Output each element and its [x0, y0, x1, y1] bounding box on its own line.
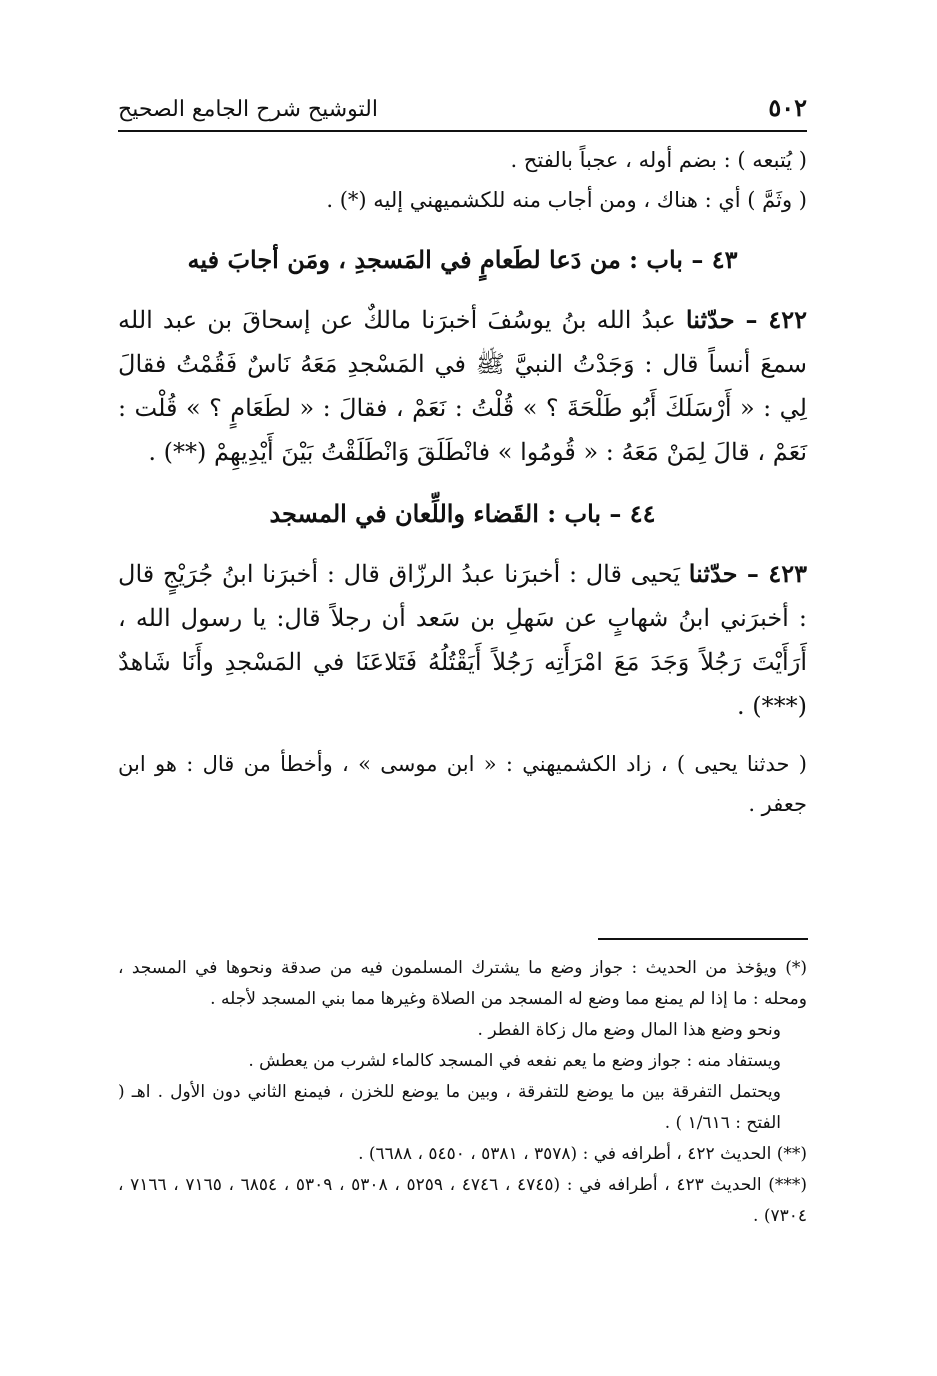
- hadith-paragraph: [118, 552, 807, 728]
- hadith-paragraph: [118, 298, 807, 474]
- hadith-number: ٤٢٢ – حدّثنا: [685, 305, 807, 334]
- footnote: (***) الحديث ٤٢٣ ، أطرافه في : (٤٧٤٥ ، ٤٧٤٦ ، ٥٢٥٩ ، ٥٣٠٨ ، ٥٣٠٩ ، ٦٨٥٤ ، ٧١٦٥ ، ٧١٦٦ ، ٧٣٠٤) .: [118, 1175, 807, 1226]
- hadith-text: عبدُ الله بنُ يوسُفَ أخبرَنا مالكٌ عن إسحاقَ بن عبد الله سمعَ أنساً قال : وَجَدْتُ النبيَّ ﷺ في المَسْجدِ مَعَهُ نَاسٌ فَقُمْتُ فقالَ لِي : « أَرْسَلَكَ أَبُو طَلْحَةَ ؟ » قُلْتُ : نَعَمْ ، فقالَ : « لطَعَامٍ ؟ » قُلْت : نَعَمْ ، قالَ لِمَنْ مَعَهُ : « قُومُوا » فانْطَلَقَ وَانْطَلَقْتُ بَيْنَ أَيْدِيهِمْ (**) .: [118, 306, 807, 466]
- commentary-note: ( يُتبعه ) : بضم أوله ، عجباً بالفتح .: [510, 148, 807, 172]
- main-text: [118, 140, 807, 824]
- hadith-number: ٤٢٣ – حدّثنا: [688, 559, 807, 588]
- commentary-note: ( وثَمَّ ) أي : هناك ، ومن أجاب منه للكشميهني إليه (*) .: [326, 188, 807, 212]
- footnote: ونحو وضع هذا المال وضع مال زكاة الفطر .: [477, 1020, 781, 1040]
- running-header: [118, 82, 807, 122]
- header-divider: [118, 130, 807, 132]
- chapter-heading: ٤٤ – باب : القَضاء واللِّعان في المسجد: [269, 499, 656, 528]
- footnote: ويستفاد منه : جواز وضع ما يعم نفعه في المسجد كالماء لشرب من يعطش .: [248, 1051, 781, 1071]
- page-number: ٥٠٢: [768, 93, 807, 122]
- hadith-text: يَحيى قال : أخبرَنا عبدُ الرزّاق قال : أخبرَنا ابنُ جُرَيْجٍ قال : أخبرَني ابنُ شهابٍ عن سَهلِ بن سَعد أن رجلاً قال: يا رسول الله ، أَرَأَيْتَ رَجُلاً وَجَدَ مَعَ امْرَأَتِه رَجُلاً أَيَقْتُلُهُ فَتَلاعَنَا في المَسْجدِ وأَنَا شَاهدٌ (***) .: [118, 560, 807, 720]
- chapter-heading: ٤٣ – باب : من دَعا لطَعامٍ في المَسجدِ ، ومَن أجابَ فيه: [187, 245, 738, 274]
- book-title: التوشيح شرح الجامع الصحيح: [118, 97, 378, 122]
- footnotes: [118, 953, 807, 1232]
- footnote-divider: [598, 938, 808, 940]
- commentary-note: ( حدثنا يحيى ) ، زاد الكشميهني : « ابن موسى » ، وأخطأ من قال : هو ابن جعفر .: [118, 752, 807, 816]
- footnote: (*) ويؤخذ من الحديث : جواز وضع ما يشترك المسلمون فيه من صدقة ونحوها في المسجد ، ومحله : ما إذا لم يمنع مما وضع له المسجد من الصلاة وغيرها مما بني المسجد لأجله .: [118, 958, 807, 1009]
- footnote: ويحتمل التفرقة بين ما يوضع للتفرقة ، وبين ما يوضع للخزن ، فيمنع الثاني دون الأول . اهـ ( الفتح : ١/٦١٦ ) .: [118, 1082, 781, 1133]
- footnote: (**) الحديث ٤٢٢ ، أطرافه في : (٣٥٧٨ ، ٥٣٨١ ، ٥٤٥٠ ، ٦٦٨٨) .: [358, 1144, 807, 1164]
